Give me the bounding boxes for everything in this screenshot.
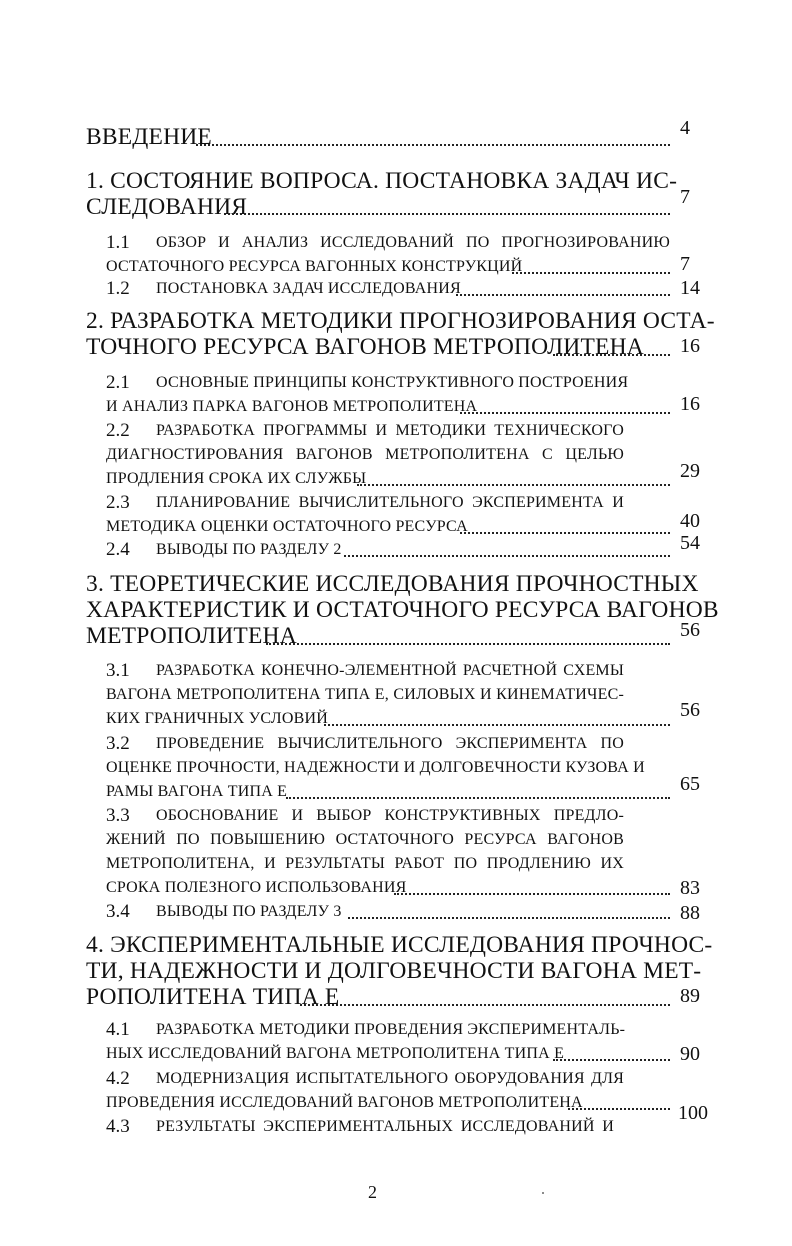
toc-section-page: 56 (680, 699, 700, 721)
toc-section-title: ЖЕНИЙ ПО ПОВЫШЕНИЮ ОСТАТОЧНОГО РЕСУРСА ВАГОНОВ (106, 831, 624, 848)
toc-section-number: 3.3 (106, 805, 130, 826)
toc-section-title: ПРОВЕДЕНИЕ ВЫЧИСЛИТЕЛЬНОГО ЭКСПЕРИМЕНТА ПО (156, 735, 624, 752)
toc-section-title: МЕТРОПОЛИТЕНА, И РЕЗУЛЬТАТЫ РАБОТ ПО ПРОДЛЕНИЮ ИХ (106, 855, 624, 872)
toc-section-page: 7 (680, 253, 690, 275)
scan-speck (542, 1192, 544, 1194)
toc-section-number: 1.2 (106, 278, 130, 299)
toc-section-title: ПРОВЕДЕНИЯ ИССЛЕДОВАНИЙ ВАГОНОВ МЕТРОПОЛИТЕНА (106, 1094, 583, 1111)
toc-ch3-page: 56 (680, 619, 700, 641)
toc-section-title: ДИАГНОСТИРОВАНИЯ ВАГОНОВ МЕТРОПОЛИТЕНА С ЦЕЛЬЮ (106, 446, 624, 463)
dot-leader (394, 891, 670, 895)
toc-section-page: 90 (680, 1043, 700, 1065)
toc-section-title: И АНАЛИЗ ПАРКА ВАГОНОВ МЕТРОПОЛИТЕНА (106, 398, 478, 415)
toc-ch4-line2: ТИ, НАДЕЖНОСТИ И ДОЛГОВЕЧНОСТИ ВАГОНА МЕТ- (86, 958, 702, 984)
toc-section-number: 3.2 (106, 733, 130, 754)
dot-leader (512, 270, 670, 274)
toc-section-title: ОСНОВНЫЕ ПРИНЦИПЫ КОНСТРУКТИВНОГО ПОСТРОЕНИЯ (156, 374, 629, 391)
dot-leader (196, 142, 670, 146)
toc-section-title: РАЗРАБОТКА ПРОГРАММЫ И МЕТОДИКИ ТЕХНИЧЕСКОГО (156, 422, 624, 439)
toc-section-title: ПЛАНИРОВАНИЕ ВЫЧИСЛИТЕЛЬНОГО ЭКСПЕРИМЕНТА И (156, 494, 624, 511)
toc-section-title: РАМЫ ВАГОНА ТИПА Е (106, 783, 288, 800)
toc-ch3-line3: МЕТРОПОЛИТЕНА (86, 623, 297, 649)
dot-leader (456, 292, 670, 296)
toc-section-title: МЕТОДИКА ОЦЕНКИ ОСТАТОЧНОГО РЕСУРСА (106, 518, 468, 535)
dot-leader (568, 1106, 670, 1110)
toc-section-title: ВАГОНА МЕТРОПОЛИТЕНА ТИПА Е, СИЛОВЫХ И КИНЕМАТИЧЕС- (106, 686, 624, 703)
toc-ch1-line1: 1. СОСТОЯНИЕ ВОПРОСА. ПОСТАНОВКА ЗАДАЧ ИС- (86, 168, 678, 194)
toc-section-title: НЫХ ИССЛЕДОВАНИЙ ВАГОНА МЕТРОПОЛИТЕНА ТИПА Е (106, 1045, 565, 1062)
toc-section-title: ОБЗОР И АНАЛИЗ ИССЛЕДОВАНИЙ ПО ПРОГНОЗИРОВАНИЮ (156, 234, 670, 251)
toc-section-page: 88 (680, 902, 700, 924)
toc-section-page: 14 (680, 277, 700, 299)
toc-section-title: РЕЗУЛЬТАТЫ ЭКСПЕРИМЕНТАЛЬНЫХ ИССЛЕДОВАНИЙ И (156, 1118, 614, 1135)
toc-section-title: ОБОСНОВАНИЕ И ВЫБОР КОНСТРУКТИВНЫХ ПРЕДЛО- (156, 807, 624, 824)
toc-section-number: 3.1 (106, 660, 130, 681)
toc-intro-title: ВВЕДЕНИЕ (86, 124, 212, 150)
toc-ch2-line1: 2. РАЗРАБОТКА МЕТОДИКИ ПРОГНОЗИРОВАНИЯ ОСТА- (86, 308, 715, 334)
toc-ch4-line1: 4. ЭКСПЕРИМЕНТАЛЬНЫЕ ИССЛЕДОВАНИЯ ПРОЧНОС- (86, 932, 713, 958)
toc-section-title: ПОСТАНОВКА ЗАДАЧ ИССЛЕДОВАНИЯ (156, 280, 461, 297)
toc-section-title: СРОКА ПОЛЕЗНОГО ИСПОЛЬЗОВАНИЯ (106, 879, 407, 896)
toc-section-page: 16 (680, 393, 700, 415)
toc-section-page: 65 (680, 773, 700, 795)
toc-ch3-line1: 3. ТЕОРЕТИЧЕСКИЕ ИССЛЕДОВАНИЯ ПРОЧНОСТНЫХ (86, 571, 699, 597)
toc-section-number: 3.4 (106, 901, 130, 922)
toc-ch4-line3: РОПОЛИТЕНА ТИПА Е (86, 984, 340, 1010)
dot-leader (286, 795, 670, 799)
toc-section-number: 2.1 (106, 372, 130, 393)
toc-section-number: 4.2 (106, 1068, 130, 1089)
toc-section-page: 40 (680, 510, 700, 532)
toc-section-number: 4.3 (106, 1116, 130, 1137)
toc-section-page: 54 (680, 532, 700, 554)
toc-ch1-line2: СЛЕДОВАНИЯ (86, 194, 248, 220)
dot-leader (266, 641, 670, 645)
toc-section-page: 29 (680, 460, 700, 482)
toc-ch3-line2: ХАРАКТЕРИСТИК И ОСТАТОЧНОГО РЕСУРСА ВАГОНОВ (86, 597, 719, 623)
toc-section-title: ВЫВОДЫ ПО РАЗДЕЛУ 3 (156, 903, 342, 920)
page-number: 2 (368, 1182, 377, 1202)
toc-ch2-page: 16 (680, 335, 700, 357)
toc-intro-page: 4 (680, 117, 690, 139)
dot-leader (553, 352, 670, 356)
toc-section-number: 1.1 (106, 232, 130, 253)
toc-section-title: РАЗРАБОТКА КОНЕЧНО-ЭЛЕМЕНТНОЙ РАСЧЕТНОЙ СХЕМЫ (156, 662, 624, 679)
dot-leader (460, 530, 670, 534)
toc-section-number: 2.2 (106, 420, 130, 441)
dot-leader (357, 482, 670, 486)
dot-leader (224, 211, 670, 215)
dot-leader (553, 1057, 670, 1061)
toc-section-title: РАЗРАБОТКА МЕТОДИКИ ПРОВЕДЕНИЯ ЭКСПЕРИМЕНТАЛЬ- (156, 1021, 626, 1038)
toc-section-number: 2.3 (106, 492, 130, 513)
toc-section-page: 83 (680, 877, 700, 899)
toc-section-title: КИХ ГРАНИЧНЫХ УСЛОВИЙ (106, 710, 328, 727)
toc-ch1-page: 7 (680, 186, 690, 208)
toc-section-title: МОДЕРНИЗАЦИЯ ИСПЫТАТЕЛЬНОГО ОБОРУДОВАНИЯ ДЛЯ (156, 1070, 624, 1087)
dot-leader (460, 410, 670, 414)
toc-section-title: ОЦЕНКЕ ПРОЧНОСТИ, НАДЕЖНОСТИ И ДОЛГОВЕЧНОСТИ КУЗОВА И (106, 759, 645, 776)
toc-section-number: 2.4 (106, 539, 130, 560)
toc-ch4-page: 89 (680, 985, 700, 1007)
toc-section-title: ВЫВОДЫ ПО РАЗДЕЛУ 2 (156, 541, 342, 558)
toc-ch2-line2: ТОЧНОГО РЕСУРСА ВАГОНОВ МЕТРОПОЛИТЕНА (86, 334, 644, 360)
toc-section-page: 100 (678, 1102, 708, 1124)
dot-leader (300, 1002, 670, 1006)
dot-leader (348, 915, 670, 919)
dot-leader (324, 722, 670, 726)
dot-leader (344, 553, 670, 557)
toc-section-number: 4.1 (106, 1019, 130, 1040)
toc-section-title: ПРОДЛЕНИЯ СРОКА ИХ СЛУЖБЫ (106, 470, 367, 487)
toc-section-title: ОСТАТОЧНОГО РЕСУРСА ВАГОННЫХ КОНСТРУКЦИЙ (106, 258, 523, 275)
